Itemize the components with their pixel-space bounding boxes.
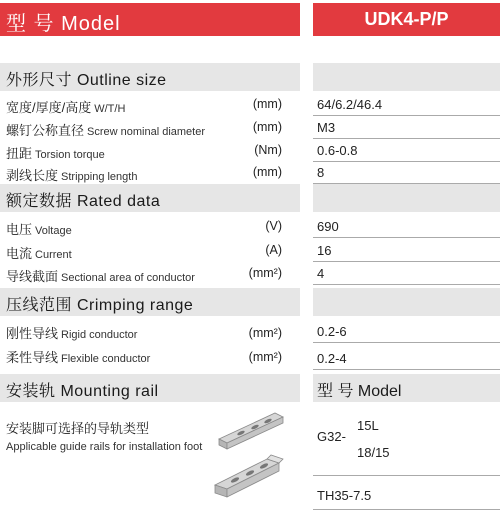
spec-value: 0.2-4 <box>313 348 500 370</box>
spec-value: 64/6.2/46.4 <box>313 94 500 116</box>
spec-value: 8 <box>313 162 500 184</box>
header-model-title: 型 号 Model <box>6 13 121 35</box>
section-rated-title: 额定数据 Rated data <box>6 193 161 210</box>
spec-row-stripping: 剥线长度 Stripping length (mm) 8 <box>0 162 500 184</box>
spec-value: 0.6-0.8 <box>313 140 500 162</box>
header-model-bar <box>0 3 300 36</box>
spec-value: 0.2-6 <box>313 321 500 343</box>
rail-note-cn: 安装脚可选择的导轨类型 <box>6 421 150 436</box>
g32-option-18-15: 18/15 <box>357 445 390 460</box>
spec-row-section-area: 导线截面 Sectional area of conductor (mm²) 4 <box>0 263 500 285</box>
section-mounting-title: 安装轨 Mounting rail <box>6 383 159 400</box>
spec-value: 16 <box>313 240 500 262</box>
spec-row-rigid: 刚性导线 Rigid conductor (mm²) 0.2-6 <box>0 320 500 342</box>
section-outline <box>0 63 500 91</box>
header-model-value: UDK4-P/P <box>364 9 449 29</box>
g32-option-15l: 15L <box>357 418 379 433</box>
spec-row-flexible: 柔性导线 Flexible conductor (mm²) 0.2-4 <box>0 344 500 366</box>
spec-row-voltage: 电压 Voltage (V) 690 <box>0 216 500 238</box>
spec-value: M3 <box>313 117 500 139</box>
th35-value: TH35-7.5 <box>317 488 372 503</box>
section-crimping-title: 压线范围 Crimping range <box>6 297 194 314</box>
rail-note <box>6 418 206 454</box>
header-model-value-bar <box>313 3 500 36</box>
section-outline-title: 外形尺寸 Outline size <box>6 72 167 89</box>
spec-row-current: 电流 Current (A) 16 <box>0 240 500 262</box>
spec-row-torque: 扭距 Torsion torque (Nm) 0.6-0.8 <box>0 140 500 162</box>
g32-prefix: G32- <box>317 429 346 444</box>
spec-value: 4 <box>313 263 500 285</box>
section-crimping <box>0 288 500 316</box>
spec-row-screw: 螺钉公称直径 Screw nominal diameter (mm) M3 <box>0 117 500 139</box>
spec-value: 690 <box>313 216 500 238</box>
spec-row-wth: 宽度/厚度/高度 W/T/H (mm) 64/6.2/46.4 <box>0 94 500 116</box>
rail-note-en: Applicable guide rails for installation foot <box>6 441 203 453</box>
section-rated <box>0 184 500 212</box>
din-rail-icon <box>205 405 305 505</box>
section-mounting <box>0 374 500 402</box>
section-mounting-model-title: 型 号 Model <box>317 383 402 400</box>
